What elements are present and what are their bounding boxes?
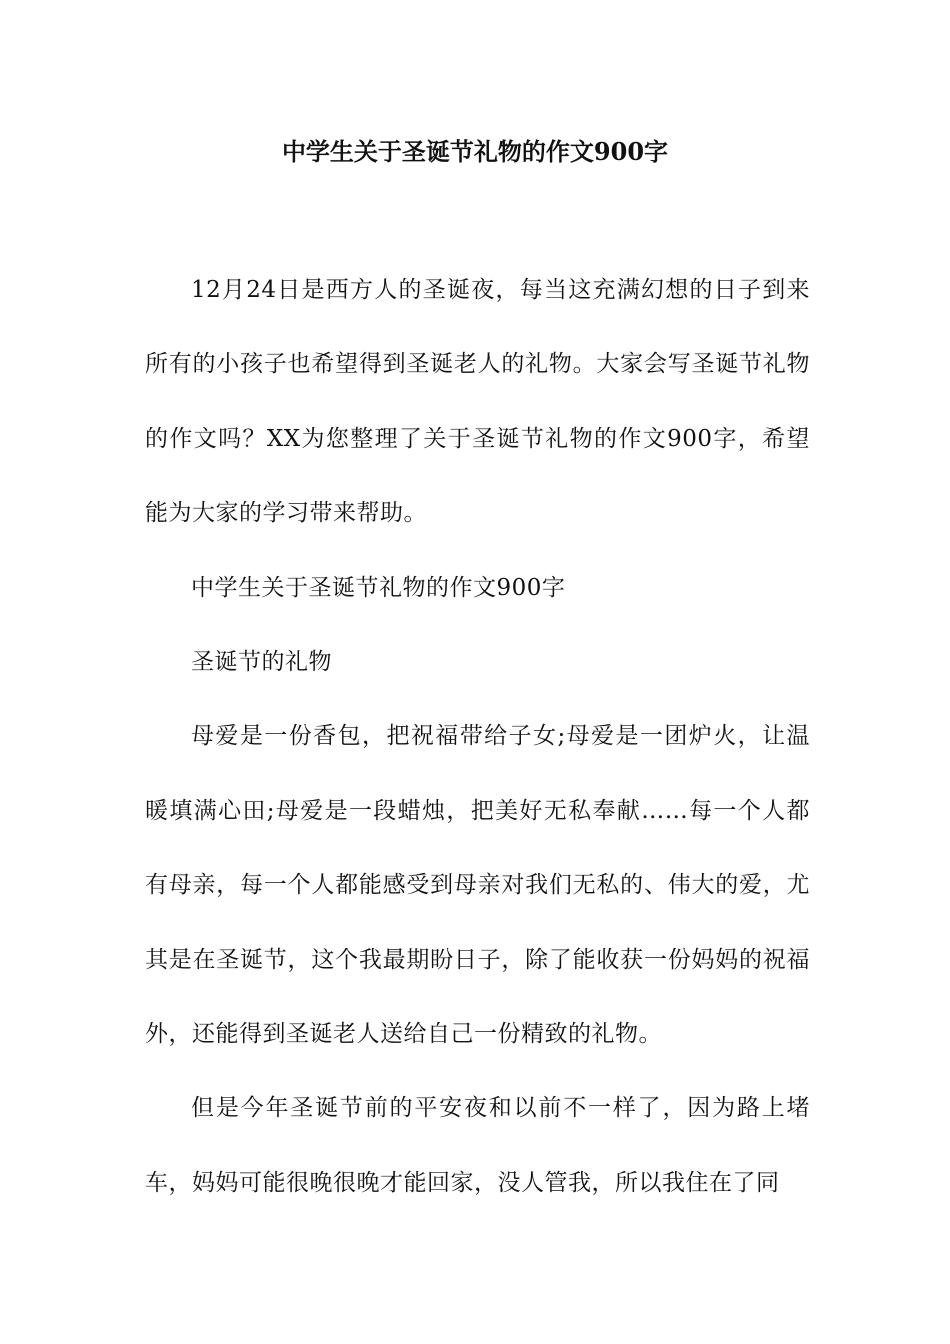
document-title: 中学生关于圣诞节礼物的作文900字 <box>281 137 669 166</box>
paragraph-intro: 12月24日是西方人的圣诞夜，每当这充满幻想的日子到来所有的小孩子也希望得到圣诞老人的礼物。大家会写圣诞节礼物的作文吗？XX为您整理了关于圣诞节礼物的作文900字，希望能为大家的学习带来帮助。 <box>145 277 810 527</box>
document-body <box>145 253 810 1220</box>
paragraph-body-2: 但是今年圣诞节前的平安夜和以前不一样了，因为路上堵车，妈妈可能很晚很晚才能回家，没人管我，所以我住在了同 <box>145 1095 810 1196</box>
paragraph-subtitle: 中学生关于圣诞节礼物的作文900字 <box>191 574 566 601</box>
paragraph-essay-title: 圣诞节的礼物 <box>191 649 332 676</box>
paragraph-body-1: 母爱是一份香包，把祝福带给子女;母爱是一团炉火，让温暖填满心田;母爱是一段蜡烛，把美好无私奉献……每一个人都有母亲，每一个人都能感受到母亲对我们无私的、伟大的爱，尤其是在圣诞节，这个我最期盼日子，除了能收获一份妈妈的祝福外，还能得到圣诞老人送给自己一份精致的礼物。 <box>145 723 810 1048</box>
